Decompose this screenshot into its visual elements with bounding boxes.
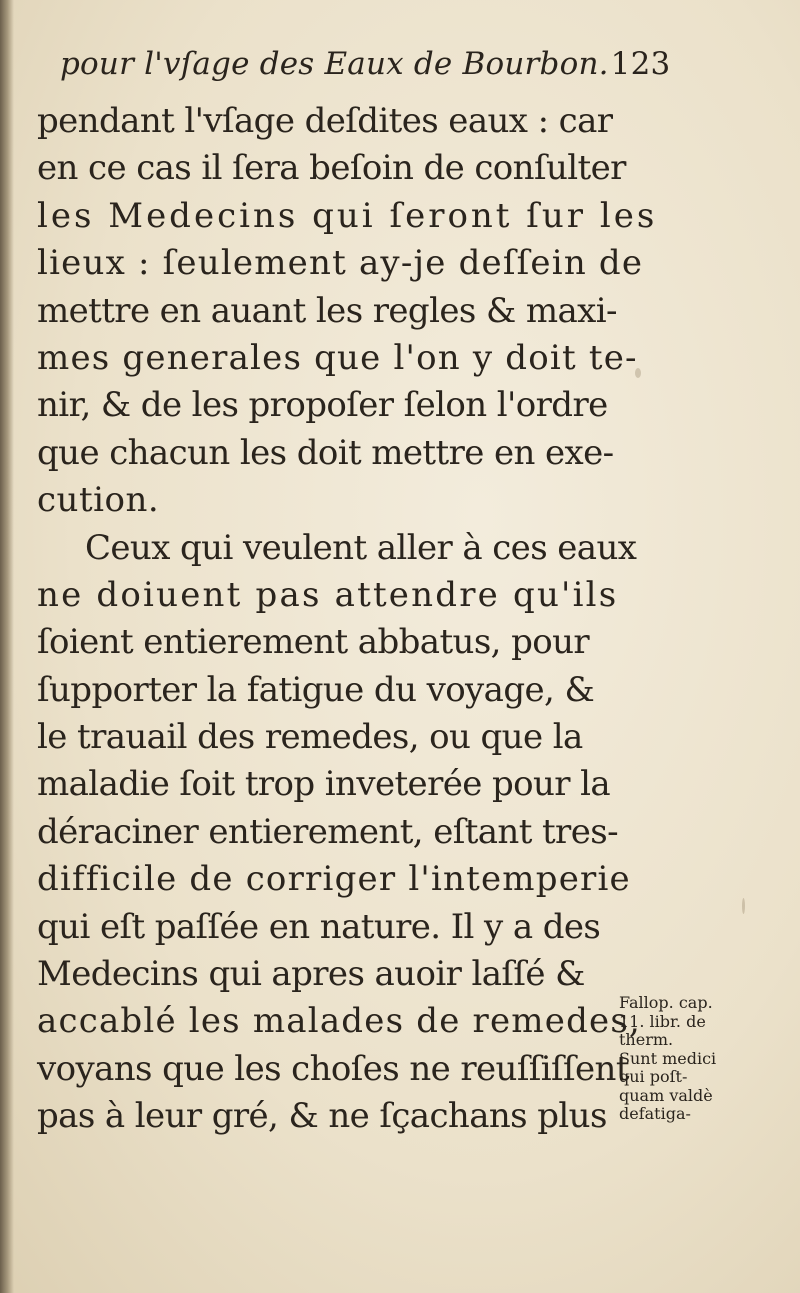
text-line: nir, & de les propoſer ſelon l'ordre — [37, 385, 608, 426]
margin-note-line: therm. — [619, 1030, 674, 1049]
text-line: mes generales que l'on y doit te- — [37, 337, 638, 378]
margin-note-line: 11. libr. de — [619, 1011, 706, 1031]
text-line: ſoient entierement abbatus, pour — [37, 622, 590, 663]
text-line: ne doiuent pas attendre qu'ils — [37, 574, 619, 615]
page-gutter — [0, 0, 14, 1293]
text-line: cution. — [37, 480, 160, 521]
running-header — [60, 46, 671, 82]
text-line: déraciner entierement, eſtant tres- — [37, 811, 618, 852]
margin-note-line: defatiga- — [619, 1104, 691, 1123]
text-line: lieux : ſeulement ay-je deſſein de — [37, 243, 644, 284]
text-line: ſupporter la fatigue du voyage, & — [37, 669, 595, 710]
text-line: que chacun les doit mettre en exe- — [37, 432, 614, 473]
margin-note-line: Fallop. cap. — [619, 993, 713, 1012]
text-line: maladie ſoit trop inveterée pour la — [37, 764, 611, 805]
text-line: en ce cas il ſera beſoin de conſulter — [37, 148, 626, 189]
text-line: pas à leur gré, & ne ſçachans plus — [37, 1096, 607, 1137]
running-title: pour l'vſage des Eaux de Bourbon. — [60, 46, 609, 82]
text-line: difficile de corriger l'intemperie — [37, 859, 631, 900]
margin-note-line: Sunt medici — [619, 1048, 717, 1068]
text-line: qui eſt paſſée en nature. Il y a des — [37, 906, 601, 947]
paragraph-start-line: Ceux qui veulent aller à ces eaux — [85, 527, 637, 568]
text-line: le trauail des remedes, ou que la — [37, 717, 583, 758]
text-line: mettre en auant les regles & maxi- — [37, 290, 617, 331]
ink-speck — [635, 368, 641, 378]
text-line: voyans que les choſes ne reuſſiſſent — [37, 1048, 629, 1089]
ink-speck — [742, 898, 745, 914]
text-line: les Medecins qui ſeront ſur les — [37, 195, 658, 236]
margin-note-line: qui poſt- — [619, 1067, 688, 1086]
marginal-note — [619, 994, 789, 1124]
text-line: Medecins qui apres auoir laſſé & — [37, 954, 585, 995]
margin-note-line: quam valdè — [619, 1085, 713, 1105]
text-line: accablé les malades de remedes, — [37, 1001, 642, 1042]
page-number: 123 — [610, 46, 671, 82]
text-line: pendant l'vſage deſdites eaux : car — [37, 101, 613, 141]
